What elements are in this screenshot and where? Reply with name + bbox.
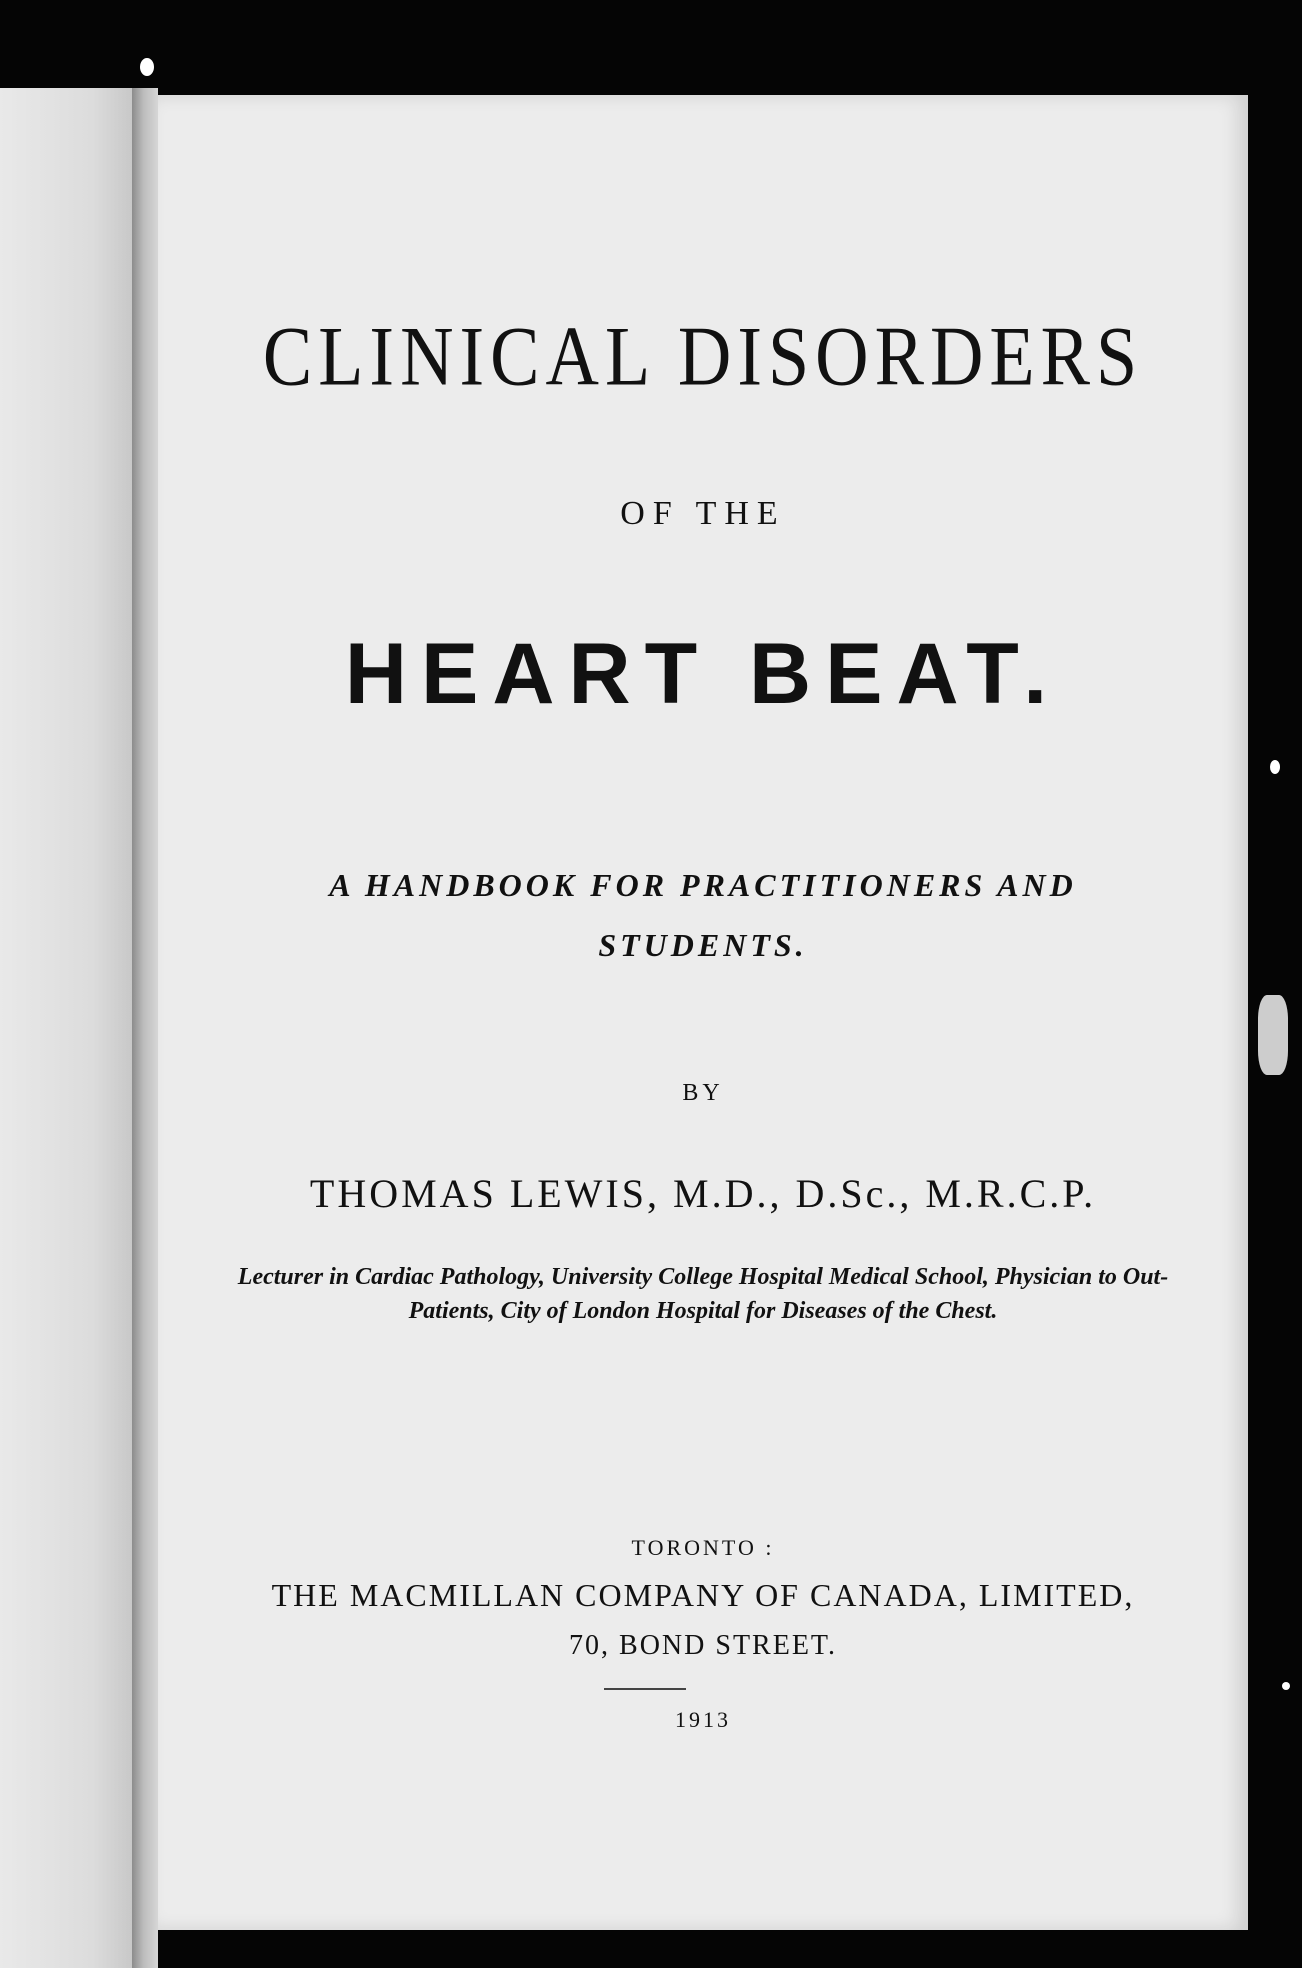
title-connector: OF THE <box>620 495 786 532</box>
film-speck <box>1282 1682 1290 1690</box>
book-title-main: HEART BEAT. <box>344 626 1062 722</box>
publisher-address: 70, BOND STREET. <box>569 1630 837 1661</box>
author-position: Lecturer in Cardiac Pathology, University College Hospital Medical School, Physician to Out-Patients, City of London Hospital for Diseases of the Chest. <box>237 1264 1169 1324</box>
publisher-name: THE MACMILLAN COMPANY OF CANADA, LIMITED, <box>271 1577 1135 1613</box>
author-name: THOMAS LEWIS, M.D., D.Sc., M.R.C.P. <box>309 1171 1097 1216</box>
film-speck <box>140 58 154 76</box>
title-page <box>158 95 1248 1930</box>
publication-year: 1913 <box>675 1707 731 1732</box>
film-speck <box>1270 760 1280 774</box>
by-line: BY <box>682 1080 724 1106</box>
divider-rule <box>604 1688 686 1690</box>
left-page-edge <box>0 88 132 1968</box>
film-speck <box>1258 995 1288 1075</box>
book-subtitle: A HANDBOOK FOR PRACTITIONERS AND STUDENTS. <box>329 867 1077 963</box>
publisher-city: TORONTO : <box>631 1535 775 1560</box>
book-gutter <box>132 88 158 1968</box>
book-title: CLINICAL DISORDERS <box>262 309 1144 405</box>
